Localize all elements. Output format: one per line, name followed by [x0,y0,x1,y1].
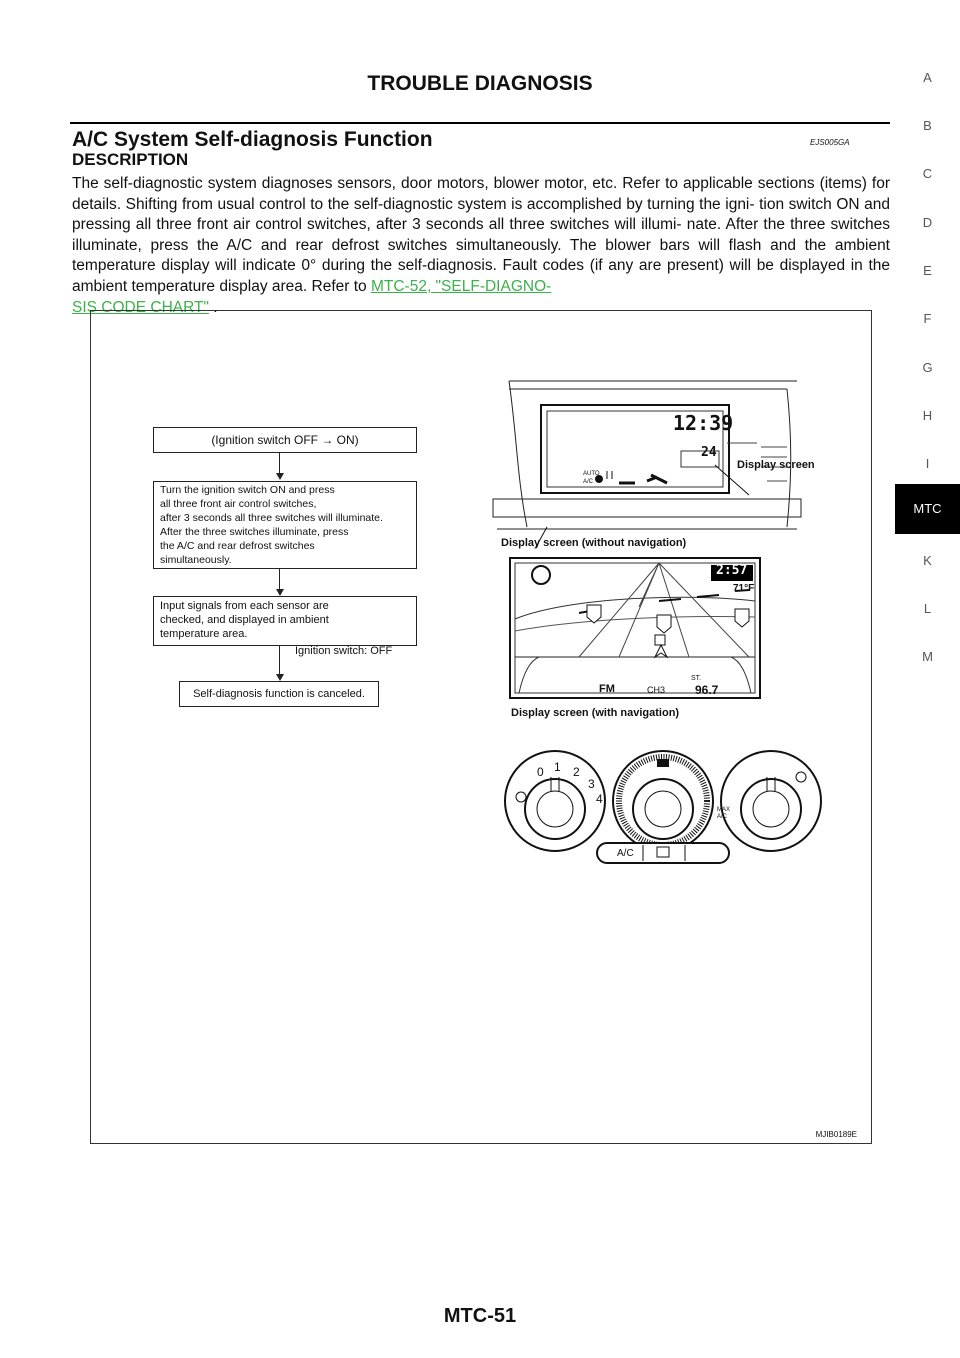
top-auto-indicator: AUTO [583,471,600,477]
description-paragraph [72,174,890,318]
body-line: (items) for details. Shifting from usual control to the self-diagnostic system is accomplished by turning the igni- [72,175,890,213]
page-number: MTC-51 [443,1305,517,1327]
label-without-navigation: Display screen (without navigation) [501,537,687,549]
front-air-control-panel [503,747,823,871]
flow-arrow [276,674,284,681]
nav-channel: CH3 [647,685,666,695]
header-rule [70,122,890,124]
flow-arrow [276,473,284,480]
subheading: DESCRIPTION [72,150,189,169]
tab-c[interactable]: C [922,166,933,181]
label-display-screen: Display screen [737,459,815,471]
body-trailing: . [209,298,218,316]
tab-g[interactable]: G [922,360,933,375]
figure-code: MJIB0189E [815,1130,857,1139]
body-line: any are present) will be displayed in the ambient temperature display area. Refer to [72,257,891,295]
self-diagnosis-chart-link[interactable]: MTC-52, "SELF-DIAGNO- SIS CODE CHART" [72,277,552,316]
tab-d[interactable]: D [922,215,933,230]
top-outside-temp: 24 [701,445,717,460]
tab-h[interactable]: H [922,408,933,423]
flow-connector [279,646,280,674]
body-line: The self-diagnostic system diagnoses sensors, door motors, blower motor, etc. Refer to applicable sections [72,175,815,192]
flow-transition-label: Ignition switch: OFF [295,645,393,657]
section-title: A/C System Self-diagnosis Function [72,128,433,151]
tab-i[interactable]: I [925,456,930,471]
tab-e[interactable]: E [923,263,932,278]
side-index-tabs [895,0,960,1358]
tab-k[interactable]: K [923,553,932,568]
tab-l[interactable]: L [923,601,932,616]
section-code: EJS005GA [810,138,850,147]
flow-step-canceled: Self-diagnosis function is canceled. [179,681,379,707]
fan-speed-2: 2 [573,765,580,779]
nav-temp: 71°F [733,583,755,594]
fan-speed-4: 4 [596,792,603,806]
flow-step-ignition-on: (Ignition switch OFF → ON) [153,427,417,453]
tab-a[interactable]: A [923,70,932,85]
diagnosis-figure [90,310,872,1144]
flow-step-press-switches: Turn the ignition switch ON and press all three front air control switches, after 3 seconds all three switches will illuminate. After the three switches illuminate, press the A/C and rear defrost switches simultaneously. [153,481,417,569]
flow-connector [279,453,280,473]
ac-button-label: A/C [617,848,634,859]
top-ac-indicator: A/C [583,479,594,485]
tab-f[interactable]: F [923,311,932,326]
fan-speed-1: 1 [554,760,561,774]
body-line: bars will flash and the ambient temperature display will indicate 0° during the self-diagnosis. Fault codes (if [72,236,890,275]
fan-speed-3: 3 [588,777,595,791]
nav-band: FM [599,683,615,695]
label-with-navigation: Display screen (with navigation) [511,707,680,719]
nav-frequency: 96.7 [695,683,719,697]
flow-arrow [276,589,284,596]
nav-clock: 2:57 [716,563,748,578]
max-ac-label: MAX A/C [717,807,731,820]
body-line: nate. After the three switches illuminate, press the A/C and rear defrost switches simultaneously. The blower [72,216,890,254]
page-header-title: TROUBLE DIAGNOSIS [367,72,593,95]
top-clock: 12:39 [673,411,734,435]
flow-step-input-check: Input signals from each sensor are checked, and displayed in ambient temperature area. [153,596,417,646]
tab-mtc-active[interactable]: MTC [895,484,960,534]
nav-stereo: ST. [691,675,702,682]
tab-b[interactable]: B [923,118,932,133]
fan-speed-0: 0 [537,765,544,779]
body-line: tion switch ON and pressing all three front air control switches, after 3 seconds all three switches will illumi- [72,195,890,234]
display-screen-with-navigation [509,557,761,699]
flow-connector [279,569,280,589]
tab-m[interactable]: M [922,649,933,664]
